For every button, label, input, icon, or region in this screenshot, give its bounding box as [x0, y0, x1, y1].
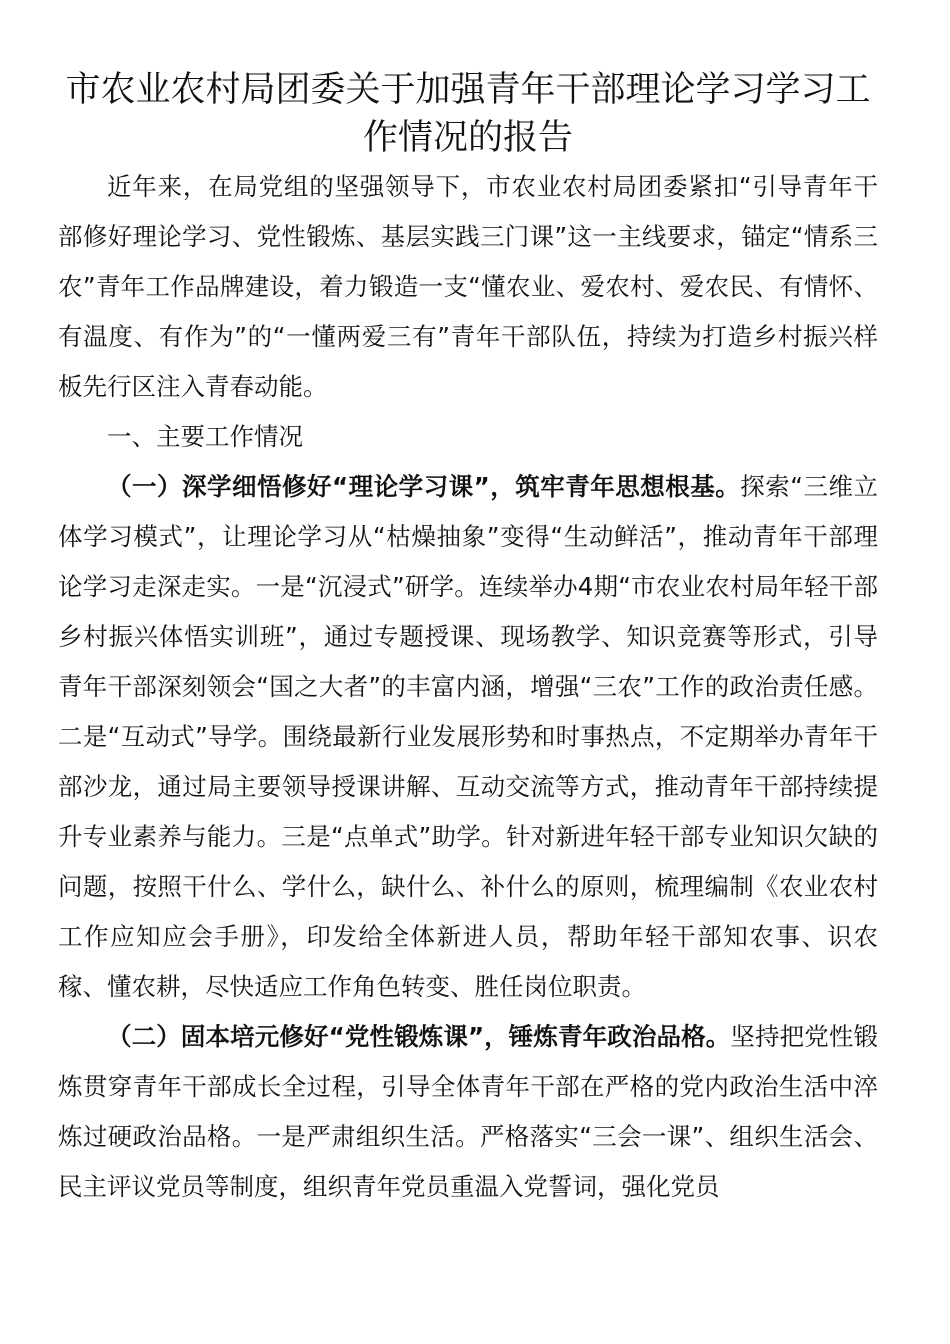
- section-heading-1: 一、主要工作情况: [107, 422, 303, 451]
- subsection-1-heading: （一）深学细悟修好“理论学习课”，筑牢青年思想根基。: [107, 472, 741, 501]
- intro-paragraph: 近年来，在局党组的坚强领导下，市农业农村局团委紧扣“引导青年干部修好理论学习、党性锻炼、基层实践三门课”这一主线要求，锚定“情系三农”青年工作品牌建设，着力锻造一支“懂农业、爱农村、爱农民、有情怀、有温度、有作为”的“一懂两爱三有”青年干部队伍，持续为打造乡村振兴样板先行区注入青春动能。: [58, 172, 878, 401]
- subsection-1-paragraph: [58, 462, 878, 1012]
- subsection-2-paragraph: [58, 1012, 878, 1212]
- document-title: 市农业农村局团委关于加强青年干部理论学习学习工作情况的报告: [65, 70, 871, 158]
- document-page: [58, 66, 878, 1212]
- subsection-1-body: 探索“三维立体学习模式”，让理论学习从“枯燥抽象”变得“生动鲜活”，推动青年干部理论学习走深走实。一是“沉浸式”研学。连续举办4期“市农业农村局年轻干部乡村振兴体悟实训班”，通过专题授课、现场教学、知识竞赛等形式，引导青年干部深刻领会“国之大者”的丰富内涵，增强“三农”工作的政治责任感。二是“互动式”导学。围绕最新行业发展形势和时事热点，不定期举办青年干部沙龙，通过局主要领导授课讲解、互动交流等方式，推动青年干部持续提升专业素养与能力。三是“点单式”助学。针对新进年轻干部专业知识欠缺的问题，按照干什么、学什么，缺什么、补什么的原则，梳理编制《农业农村工作应知应会手册》，印发给全体新进人员，帮助年轻干部知农事、识农稼、懂农耕，尽快适应工作角色转变、胜任岗位职责。: [58, 472, 878, 1001]
- subsection-2-heading: （二）固本培元修好“党性锻炼课”，锤炼青年政治品格。: [107, 1022, 731, 1051]
- subsection-2-body: 坚持把党性锻炼贯穿青年干部成长全过程，引导全体青年干部在严格的党内政治生活中淬炼过硬政治品格。一是严肃组织生活。严格落实“三会一课”、组织生活会、民主评议党员等制度，组织青年党员重温入党誓词，强化党员: [58, 1022, 879, 1201]
